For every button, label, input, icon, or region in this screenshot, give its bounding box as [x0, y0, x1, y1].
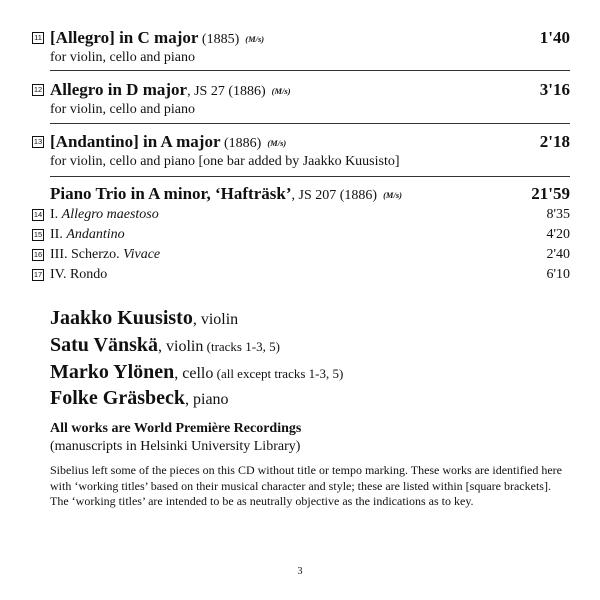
- work-title: [Allegro] in C major: [50, 28, 199, 47]
- work-meta: , JS 207 (1886): [291, 188, 378, 203]
- work-meta: , JS 27 (1886): [187, 84, 266, 99]
- work-title: [Andantino] in A major: [50, 132, 221, 151]
- movement-title: III. Scherzo. Vivace: [50, 247, 161, 262]
- track-number: 14: [33, 210, 43, 219]
- manuscript-mark: (M/s): [245, 34, 265, 44]
- work-duration: 21'59: [531, 184, 570, 203]
- manuscript-mark: (M/s): [267, 138, 287, 148]
- movement-duration: 6'10: [546, 267, 570, 282]
- performer-note: (tracks 1-3, 5): [203, 339, 280, 354]
- track-duration: 2'18: [539, 132, 570, 151]
- work-meta: (1886): [220, 136, 262, 151]
- track-number: 17: [33, 270, 43, 279]
- premiere-heading: All works are World Première Recordings: [50, 421, 302, 436]
- track-duration: 3'16: [539, 80, 570, 99]
- work-meta: (1885): [198, 32, 240, 47]
- track-title-line: [50, 132, 286, 154]
- note-paragraph: Sibelius left some of the pieces on this CD without title or tempo marking. These works are identified here with ‘working titles’ based on their musical character and style; these are listed within [square brackets]. The ‘working titles’ are intended to be as neutrally objective as the indications as to key.: [50, 463, 562, 508]
- movement-row: [32, 246, 570, 264]
- work-title: Piano Trio in A minor, ‘Hafträsk’: [50, 184, 292, 203]
- performer: [50, 306, 238, 332]
- instrumentation: for violin, cello and piano [one bar added by Jaakko Kuusisto]: [50, 154, 400, 169]
- performer-instrument: , violin: [158, 338, 204, 355]
- track-number: 11: [32, 32, 44, 44]
- track-title-line: [50, 28, 264, 50]
- divider: [50, 70, 570, 71]
- movement-duration: 8'35: [546, 207, 570, 222]
- premiere-subheading: (manuscripts in Helsinki University Library): [50, 439, 301, 454]
- track-title-line: [50, 80, 291, 102]
- divider: [50, 176, 570, 177]
- track-number: 15: [33, 230, 43, 239]
- performer-note: (all except tracks 1-3, 5): [213, 366, 344, 381]
- movement-row: [32, 266, 570, 284]
- track-title-line: [50, 184, 402, 206]
- performer: [50, 360, 343, 386]
- performer-name: Satu Vänskä: [50, 334, 159, 356]
- performer-instrument: , cello: [174, 365, 214, 382]
- instrumentation: for violin, cello and piano: [50, 102, 196, 117]
- movement-title: II. Andantino: [50, 227, 125, 242]
- performer-instrument: , piano: [185, 391, 229, 408]
- performer: [50, 386, 229, 412]
- work-title: Allegro in D major: [50, 80, 188, 99]
- performer-instrument: , violin: [192, 311, 239, 328]
- performer-name: Folke Gräsbeck: [50, 387, 185, 409]
- track-number: 13: [33, 137, 43, 146]
- movement-row: [32, 206, 570, 224]
- movement-title: IV. Rondo: [50, 267, 108, 282]
- manuscript-mark: (M/s): [271, 86, 291, 96]
- performer-name: Jaakko Kuusisto: [50, 307, 193, 329]
- performer-name: Marko Ylönen: [50, 361, 175, 383]
- performer: [50, 333, 280, 359]
- movement-title: I. Allegro maestoso: [50, 207, 159, 222]
- movement-duration: 2'40: [546, 247, 570, 262]
- manuscript-mark: (M/s): [383, 190, 402, 200]
- track-number: 12: [33, 85, 43, 94]
- page-number: 3: [297, 566, 303, 577]
- movement-row: [32, 226, 570, 244]
- instrumentation: for violin, cello and piano: [50, 50, 196, 65]
- track-number: 16: [33, 250, 43, 259]
- divider: [50, 123, 570, 124]
- movement-duration: 4'20: [546, 227, 570, 242]
- track-duration: 1'40: [539, 28, 570, 47]
